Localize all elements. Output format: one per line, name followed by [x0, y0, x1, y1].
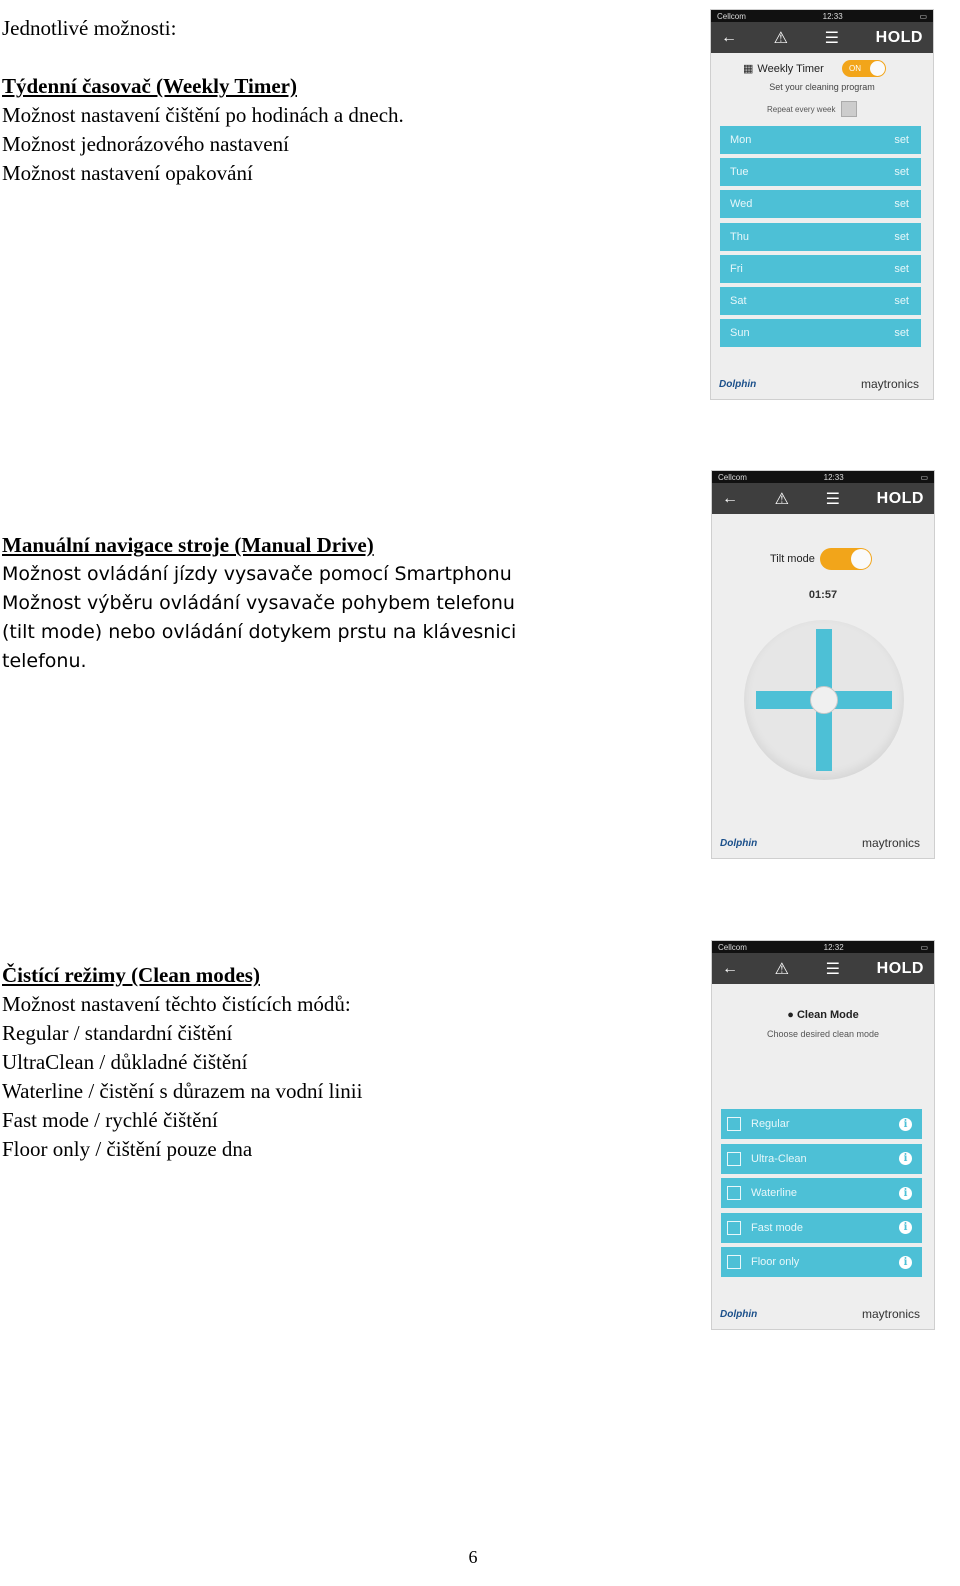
section-manual-drive	[2, 531, 516, 676]
screen-content	[712, 514, 934, 858]
intro-text: Jednotlivé možnosti:	[2, 16, 177, 40]
clean-mode-subtitle: Choose desired clean mode	[766, 1029, 880, 1039]
set-link[interactable]: set	[894, 230, 909, 243]
wifi-icon[interactable]: ☰	[824, 29, 839, 47]
brand-footer	[720, 836, 920, 850]
section-clean-modes	[2, 961, 362, 1164]
carrier-label: Cellcom	[718, 472, 747, 482]
tilt-mode-toggle[interactable]	[820, 548, 872, 570]
info-icon[interactable]: i	[899, 1256, 912, 1269]
nav-bar	[711, 22, 933, 53]
day-row-tue[interactable]	[720, 158, 921, 186]
phone-screenshot-manual-drive	[711, 470, 935, 859]
body-line: Možnost ovládání jízdy vysavače pomocí Smartphonu	[2, 563, 512, 585]
wifi-icon[interactable]: ☰	[825, 960, 840, 978]
brand-footer	[719, 377, 919, 391]
mode-label: Regular	[751, 1118, 790, 1130]
repeat-checkbox[interactable]	[841, 101, 857, 117]
day-label: Tue	[730, 166, 749, 179]
body-line: Možnost nastavení těchto čistících módů:	[2, 992, 351, 1016]
day-row-thu[interactable]	[720, 223, 921, 251]
mode-icon	[727, 1152, 741, 1166]
clock-label: 12:33	[823, 472, 844, 482]
set-link[interactable]: set	[894, 294, 909, 307]
body-line: Možnost nastavení opakování	[2, 161, 253, 185]
info-icon[interactable]: i	[899, 1118, 912, 1131]
status-bar	[711, 10, 933, 22]
battery-icon: ▭	[920, 472, 928, 482]
timer-toggle[interactable]: ON	[842, 60, 886, 77]
blank-line	[2, 43, 404, 72]
mode-label: Waterline	[751, 1187, 798, 1199]
mode-label: Floor only	[751, 1256, 800, 1268]
maytronics-logo: maytronics	[861, 1307, 920, 1321]
droplet-icon: ●	[787, 1009, 794, 1021]
back-arrow-icon[interactable]: ←	[721, 28, 737, 46]
mode-row-floor-only[interactable]	[721, 1247, 922, 1277]
body-line: Floor only / čištění pouze dna	[2, 1137, 253, 1161]
mode-label: Fast mode	[751, 1221, 803, 1234]
set-link[interactable]: set	[894, 166, 909, 179]
drive-timer: 01:57	[808, 589, 838, 601]
maytronics-logo: maytronics	[860, 377, 919, 391]
body-line: Waterline / čistění s důrazem na vodní linii	[2, 1079, 363, 1103]
mode-label: Ultra-Clean	[751, 1152, 807, 1165]
mode-icon	[727, 1255, 741, 1269]
mode-icon	[727, 1186, 741, 1200]
info-icon[interactable]: i	[899, 1221, 912, 1234]
status-bar	[712, 471, 934, 483]
joystick-pad[interactable]	[744, 620, 904, 780]
info-icon[interactable]: i	[899, 1187, 912, 1200]
weekly-timer-title	[743, 62, 824, 75]
wifi-icon[interactable]: ☰	[825, 490, 840, 508]
timer-subtitle: Set your cleaning program	[769, 82, 875, 92]
mode-row-waterline[interactable]	[721, 1178, 922, 1208]
day-label: Mon	[730, 134, 752, 146]
battery-icon: ▭	[919, 11, 927, 21]
tilt-mode-label: Tilt mode	[770, 553, 815, 565]
day-row-wed[interactable]	[720, 190, 921, 218]
section-heading: Manuální navigace stroje (Manual Drive)	[2, 533, 374, 557]
mode-list	[721, 1109, 922, 1282]
body-line: Regular / standardní čištění	[2, 1021, 233, 1045]
set-link[interactable]: set	[894, 134, 909, 146]
mode-icon	[727, 1117, 741, 1131]
back-arrow-icon[interactable]: ←	[722, 489, 738, 507]
body-line: Možnost nastavení čištění po hodinách a dnech.	[2, 103, 404, 127]
phone-screenshot-weekly-timer	[710, 9, 934, 400]
hold-button[interactable]: HOLD	[876, 959, 924, 977]
brand-footer	[720, 1307, 920, 1321]
screen-content	[712, 984, 934, 1329]
battery-icon: ▭	[920, 942, 928, 952]
hold-button[interactable]: HOLD	[875, 28, 923, 46]
info-icon[interactable]: i	[899, 1152, 912, 1165]
set-link[interactable]: set	[894, 262, 909, 275]
dolphin-logo: Dolphin	[720, 1308, 758, 1320]
hold-button[interactable]: HOLD	[876, 489, 924, 507]
status-bar	[712, 941, 934, 953]
repeat-label: Repeat every week	[767, 104, 836, 114]
body-line: UltraClean / důkladné čištění	[2, 1050, 248, 1074]
day-label: Sat	[730, 294, 747, 307]
nav-bar	[712, 953, 934, 984]
day-row-fri[interactable]	[720, 255, 921, 283]
body-line: Možnost jednorázového nastavení	[2, 132, 289, 156]
day-label: Thu	[730, 230, 749, 243]
mode-row-regular[interactable]	[721, 1109, 922, 1139]
calendar-icon: ▦	[743, 63, 754, 75]
clean-mode-title	[712, 1009, 934, 1021]
maytronics-logo: maytronics	[861, 836, 920, 850]
phone-screenshot-clean-mode	[711, 940, 935, 1330]
clock-label: 12:33	[822, 11, 843, 21]
day-label: Fri	[730, 262, 743, 275]
warning-icon[interactable]: ⚠	[773, 29, 788, 47]
carrier-label: Cellcom	[717, 11, 746, 21]
mode-row-ultra-clean[interactable]	[721, 1144, 922, 1174]
body-line: Fast mode / rychlé čištění	[2, 1108, 218, 1132]
repeat-row	[767, 101, 857, 117]
joystick-knob[interactable]	[810, 686, 838, 714]
page-number: 6	[468, 1547, 478, 1567]
back-arrow-icon[interactable]: ←	[722, 959, 738, 977]
warning-icon[interactable]: ⚠	[774, 490, 789, 508]
mode-icon	[727, 1221, 741, 1235]
day-row-mon[interactable]	[720, 126, 921, 154]
nav-bar	[712, 483, 934, 514]
day-label: Wed	[730, 198, 753, 211]
clock-label: 12:32	[823, 942, 844, 952]
weekly-timer-label: Weekly Timer	[757, 62, 824, 75]
day-row-sun[interactable]	[720, 319, 921, 347]
body-line: Možnost výběru ovládání vysavače pohybem telefonu	[2, 592, 515, 614]
section-heading: Týdenní časovač (Weekly Timer)	[2, 74, 297, 98]
set-link[interactable]: set	[894, 198, 909, 211]
section-heading: Čistící režimy (Clean modes)	[2, 963, 260, 987]
clean-mode-label: Clean Mode	[796, 1009, 859, 1021]
warning-icon[interactable]: ⚠	[774, 960, 789, 978]
screen-content	[711, 53, 933, 399]
day-label: Sun	[730, 327, 750, 340]
body-line: telefonu.	[2, 650, 87, 672]
set-link[interactable]: set	[894, 327, 909, 340]
dolphin-logo: Dolphin	[720, 837, 758, 849]
body-line: (tilt mode) nebo ovládání dotykem prstu na klávesnici	[2, 621, 517, 643]
mode-row-fast-mode[interactable]	[721, 1213, 922, 1243]
dolphin-logo: Dolphin	[719, 378, 757, 390]
day-list	[720, 126, 921, 351]
section-weekly-timer	[2, 14, 404, 188]
day-row-sat[interactable]	[720, 287, 921, 315]
tilt-mode-row	[770, 548, 872, 570]
carrier-label: Cellcom	[718, 942, 747, 952]
